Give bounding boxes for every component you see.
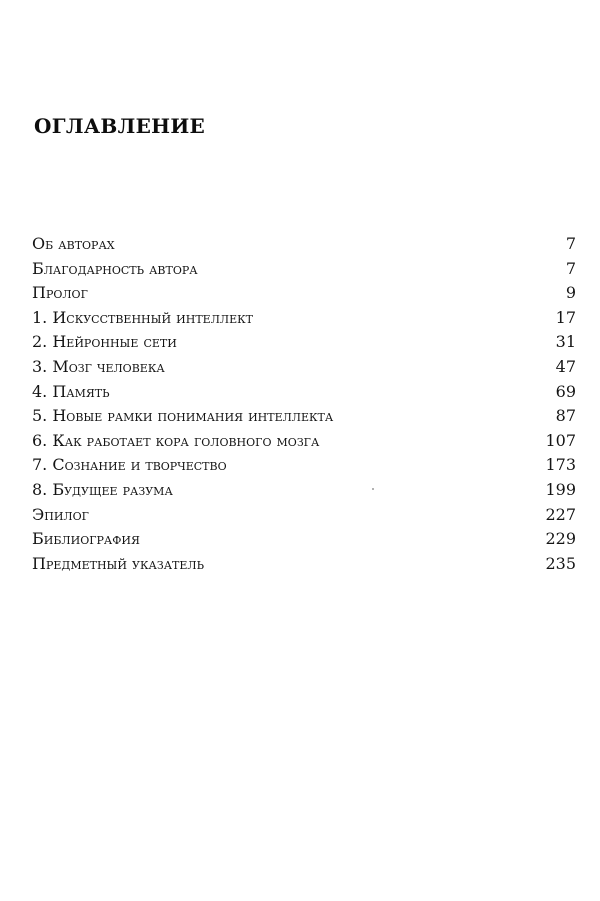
toc-entry-label: Эпилог: [32, 504, 89, 524]
toc-entry-acknowledgements[interactable]: [32, 257, 576, 282]
toc-entry-label: 1. Искусственный интеллект: [32, 307, 253, 327]
toc-entry-bibliography[interactable]: [32, 527, 576, 552]
toc-entry-label: Благодарность автора: [32, 258, 198, 278]
toc-entry-subject-index[interactable]: [32, 552, 576, 577]
toc-entry-label: Пролог: [32, 283, 88, 303]
toc-entry-prologue[interactable]: [32, 281, 576, 306]
page-title: ОГЛАВЛЕНИЕ: [34, 114, 206, 138]
toc-entry-page: 7: [565, 234, 576, 253]
table-of-contents: [32, 232, 576, 576]
toc-entry-page: 47: [555, 356, 576, 376]
toc-entry-page: 199: [545, 479, 576, 499]
toc-entry-label: 2. Нейронные сети: [32, 332, 177, 352]
toc-entry-label: 6. Как работает кора головного мозга: [32, 430, 320, 450]
toc-entry-chapter-4[interactable]: [32, 380, 576, 405]
toc-entry-label: Об авторах: [32, 234, 115, 253]
toc-entry-chapter-8[interactable]: [32, 478, 576, 503]
toc-entry-about-authors[interactable]: [32, 232, 576, 257]
toc-entry-label: Предметный указатель: [32, 553, 204, 573]
toc-entry-page: 235: [545, 553, 576, 573]
toc-entry-label: 8. Будущее разума: [32, 479, 173, 499]
toc-entry-page: 227: [545, 504, 576, 524]
toc-entry-chapter-5[interactable]: [32, 404, 576, 429]
toc-entry-label: 4. Память: [32, 381, 110, 401]
toc-entry-chapter-1[interactable]: [32, 306, 576, 331]
toc-entry-label: 7. Сознание и творчество: [32, 455, 227, 475]
toc-entry-page: 229: [545, 529, 576, 549]
toc-entry-label: 3. Мозг человека: [32, 356, 165, 376]
toc-entry-chapter-2[interactable]: [32, 330, 576, 355]
toc-entry-page: 7: [565, 258, 576, 278]
toc-entry-page: 17: [555, 307, 576, 327]
toc-entry-chapter-3[interactable]: [32, 355, 576, 380]
toc-entry-page: 31: [555, 332, 576, 352]
toc-entry-label: Библиография: [32, 529, 140, 549]
toc-entry-chapter-6[interactable]: [32, 429, 576, 454]
toc-entry-page: 173: [545, 455, 576, 475]
toc-entry-page: 69: [555, 381, 576, 401]
toc-entry-label: 5. Новые рамки понимания интеллекта: [32, 406, 334, 426]
toc-entry-epilogue[interactable]: [32, 503, 576, 528]
toc-entry-page: 87: [555, 406, 576, 426]
scan-speck: [372, 488, 374, 490]
toc-entry-chapter-7[interactable]: [32, 453, 576, 478]
toc-entry-page: 107: [545, 430, 576, 450]
toc-entry-page: 9: [565, 283, 576, 303]
